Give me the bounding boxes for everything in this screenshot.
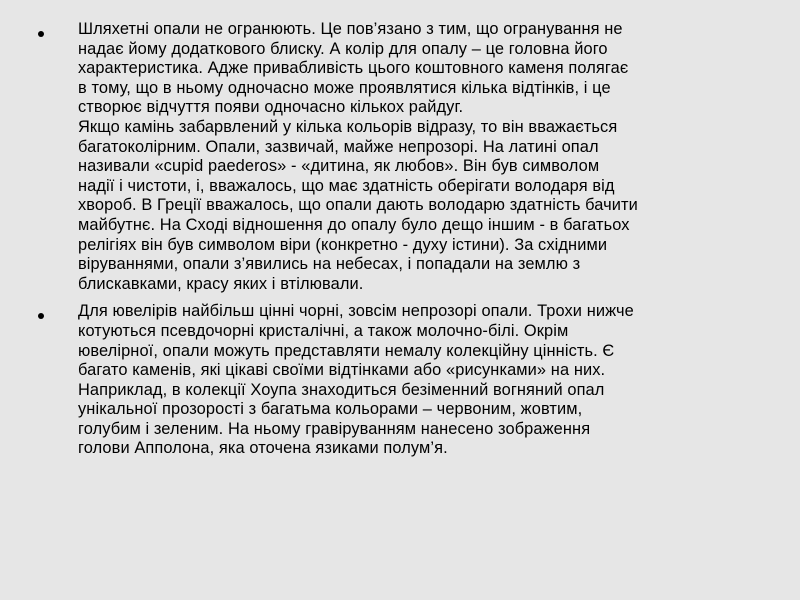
bullet-list	[38, 20, 758, 467]
bullet-item-1	[38, 20, 758, 294]
paragraph-opal-value: Для ювелірів найбільш цінні чорні, зовсім непрозорі опали. Трохи нижче котуються псевдочорні кристалічні, а також молочно-білі. Окрім ювелірної, опали можуть представляти немалу колекційну цінність. Є багато каменів, які цікаві своїми відтінками або «рисунками» на них. Наприклад, в колекції Хоупа знаходиться безіменний вогняний опал унікальної прозорості з багатьма кольорами – червоним, жовтим, голубим і зеленим. На ньому гравіруванням нанесено зображення голови Апполона, яка оточена язиками полум’я.	[78, 302, 634, 458]
paragraph-opal-symbolism: Якщо камінь забарвлений у кілька кольорів відразу, то він вважається багатоколірним. Опали, зазвичай, майже непрозорі. На латині опал називали «cupid paederos» - «дитина, як любов». Він був символом надії і чистоти, і, вважалось, що має здатність оберігати володаря від хвороб. В Греції вважалось, що опали дають володарю здатність бачити майбутнє. На Сході відношення до опалу було дещо іншим - в багатьох релігіях він був символом віри (конкретно - духу істини). За східними віруваннями, опали з’явились на небесах, і попадали на землю з блискавками, красу яких і втілювали.	[78, 117, 638, 293]
bullet-item-2	[38, 302, 758, 459]
paragraph-opal-cut-and-color: Шляхетні опали не огранюють. Це пов’язано з тим, що огранування не надає йому додаткового блиску. А колір для опалу – це головна його характеристика. Адже привабливість цього коштовного каменя полягає в тому, що в ньому одночасно може проявлятися кілька відтінків, і це створює відчуття появи одночасно кількох райдуг.	[78, 20, 629, 117]
bullet-dot-icon	[38, 313, 44, 319]
bullet-dot-icon	[38, 31, 44, 37]
